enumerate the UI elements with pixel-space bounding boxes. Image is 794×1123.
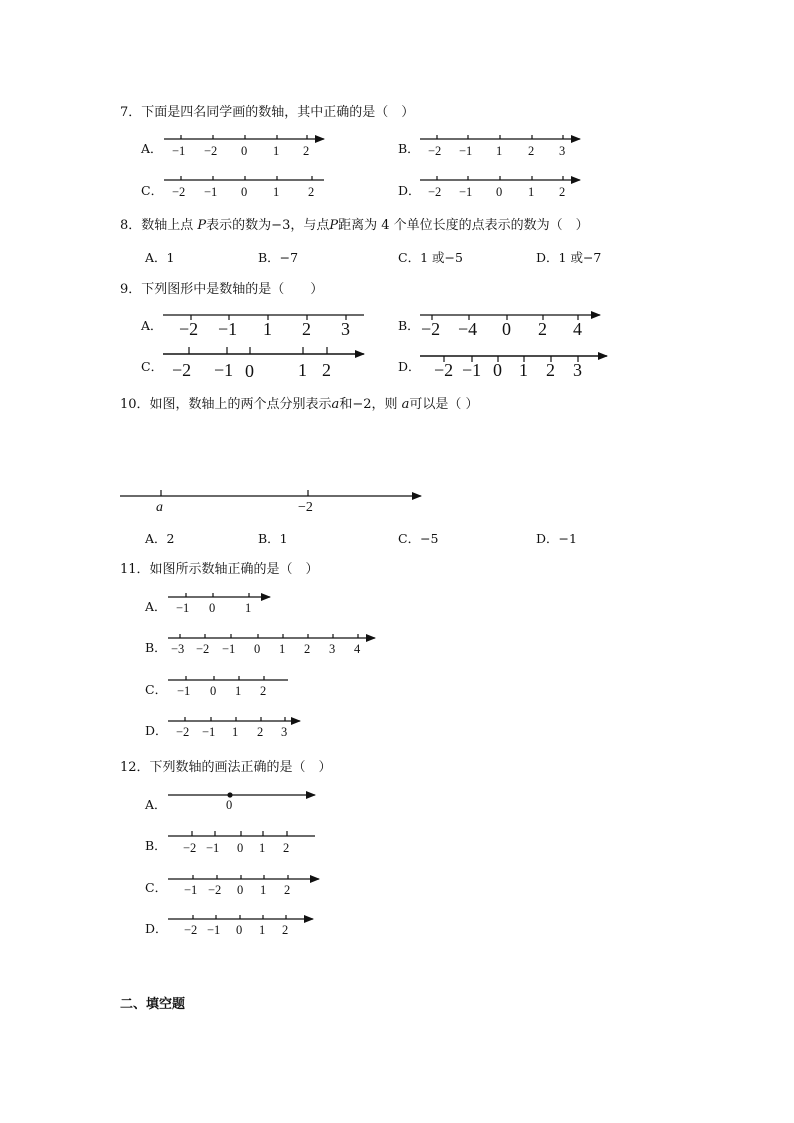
q10-stem-pre: 10．如图，数轴上的两个点分别表示 [120, 397, 332, 412]
q11-d-tick-label: 1 [232, 725, 239, 739]
q11-option-a-letter[interactable]: A． [145, 599, 167, 614]
q11-a-axis [168, 593, 270, 597]
q9-b-tick-label: 4 [573, 319, 582, 339]
q11-a-tick-label: −1 [176, 601, 190, 615]
q9-b-tick-label: 0 [502, 319, 511, 339]
q7-c-tick-label: 2 [308, 185, 315, 199]
q10-axis [120, 490, 421, 496]
q11-b-tick-label: 0 [254, 642, 261, 656]
q9-b-tick-label: −4 [458, 319, 478, 339]
q7-a-tick-label: 0 [241, 144, 248, 158]
q9-c-axis [163, 347, 364, 354]
q12-a-tick-label: 0 [226, 798, 233, 812]
q7-d-tick-label: 2 [559, 185, 566, 199]
q11-c-tick-label: 0 [210, 684, 217, 698]
q10-option-a[interactable]: A．2 [145, 531, 175, 546]
q11-c-tick-label: 2 [260, 684, 267, 698]
q12-c-tick-label: 2 [284, 883, 291, 897]
q11-c-tick-label: −1 [177, 684, 191, 698]
q8-stem-mid: 表示的数为−3，与点 [206, 218, 330, 233]
q7-d-axis [420, 176, 580, 180]
q7-option-b-letter[interactable]: B． [398, 141, 420, 156]
q9-a-tick-label: −2 [179, 319, 199, 339]
q9-b-tick-label: 2 [538, 319, 547, 339]
q12-d-tick-label: 0 [236, 923, 243, 937]
q11-c-axis [168, 676, 288, 680]
q11-b-tick-label: −2 [196, 642, 210, 656]
q10-axis-label-neg2: −2 [298, 500, 313, 515]
q9-d-tick-label: −2 [434, 360, 454, 380]
q8-stem [120, 218, 589, 234]
q8-var-p2: P [329, 218, 339, 233]
q7-c-axis [164, 176, 324, 180]
q12-option-d-letter[interactable]: D． [145, 921, 168, 936]
q10-stem-mid: 和−2，则 [339, 397, 402, 412]
q7-a-tick-label: 1 [273, 144, 280, 158]
q8-option-d[interactable]: D．1 或−7 [536, 250, 602, 265]
q9-a-tick-label: 2 [302, 319, 311, 339]
q9-a-tick-label: −1 [218, 319, 238, 339]
q7-c-tick-label: −2 [172, 185, 186, 199]
q12-c-axis [168, 875, 319, 879]
q7-b-tick-label: −1 [459, 144, 473, 158]
q12-c-tick-label: 1 [260, 883, 267, 897]
q12-c-tick-label: −2 [208, 883, 222, 897]
q11-stem: 11．如图所示数轴正确的是（ ） [120, 562, 319, 577]
q12-b-axis [168, 831, 315, 836]
q9-option-c-letter[interactable]: C． [141, 359, 164, 374]
section-heading-fill-in: 二、填空题 [120, 997, 186, 1012]
q12-b-tick-label: −2 [183, 841, 197, 855]
q11-d-tick-label: 3 [281, 725, 288, 739]
q10-stem-post: 可以是（ ） [409, 397, 479, 412]
q11-b-tick-label: −3 [171, 642, 185, 656]
q8-option-a[interactable]: A．1 [145, 250, 175, 265]
q9-d-tick-label: 3 [573, 360, 582, 380]
q10-option-d[interactable]: D．−1 [536, 531, 577, 546]
q12-d-tick-label: −1 [207, 923, 221, 937]
q11-b-tick-label: 1 [279, 642, 286, 656]
q12-b-tick-label: −1 [206, 841, 220, 855]
q9-c-tick-label: 0 [245, 361, 254, 381]
q7-d-tick-label: 0 [496, 185, 503, 199]
q11-option-c-letter[interactable]: C． [145, 682, 168, 697]
q12-d-tick-label: −2 [184, 923, 198, 937]
q9-d-tick-label: 1 [519, 360, 528, 380]
q9-c-tick-label: 1 [298, 360, 307, 380]
q7-option-d-letter[interactable]: D． [398, 183, 421, 198]
q10-option-b[interactable]: B．1 [258, 531, 288, 546]
q10-var-a: a [331, 397, 340, 412]
q11-b-tick-label: 3 [329, 642, 336, 656]
q12-d-axis [168, 915, 313, 919]
q9-option-b-letter[interactable]: B． [398, 318, 420, 333]
q8-option-c[interactable]: C．1 或−5 [398, 250, 463, 265]
q8-var-p: P [197, 218, 207, 233]
q9-a-tick-label: 3 [341, 319, 350, 339]
q9-option-a-letter[interactable]: A． [141, 318, 163, 333]
q9-d-tick-label: 0 [493, 360, 502, 380]
q12-d-tick-label: 2 [282, 923, 289, 937]
q9-c-tick-label: −1 [214, 360, 234, 380]
q9-stem: 9．下列图形中是数轴的是（ ） [120, 282, 324, 297]
q12-stem: 12．下列数轴的画法正确的是（ ） [120, 760, 332, 775]
q7-d-tick-label: −1 [459, 185, 473, 199]
q11-a-tick-label: 0 [209, 601, 216, 615]
q7-option-c-letter[interactable]: C． [141, 183, 164, 198]
q11-b-tick-label: 2 [304, 642, 311, 656]
q7-a-axis [164, 135, 324, 139]
q11-b-tick-label: −1 [222, 642, 236, 656]
q8-stem-pre: 8．数轴上点 [120, 218, 194, 233]
q7-d-tick-label: −2 [428, 185, 442, 199]
q10-axis-label-a: a [156, 500, 163, 515]
q11-d-tick-label: 2 [257, 725, 264, 739]
q9-c-tick-label: −2 [172, 360, 192, 380]
q10-option-c[interactable]: C．−5 [398, 531, 439, 546]
q7-a-tick-label: −1 [172, 144, 186, 158]
q12-b-tick-label: 2 [283, 841, 290, 855]
q11-b-axis [168, 634, 375, 638]
q7-b-tick-label: 3 [559, 144, 566, 158]
q12-b-tick-label: 1 [259, 841, 266, 855]
q7-b-tick-label: 1 [496, 144, 503, 158]
q11-b-tick-label: 4 [354, 642, 361, 656]
q7-d-tick-label: 1 [528, 185, 535, 199]
q11-c-tick-label: 1 [235, 684, 242, 698]
q7-stem: 7．下面是四名同学画的数轴，其中正确的是（ ） [120, 105, 415, 120]
q7-b-tick-label: 2 [528, 144, 535, 158]
q12-d-tick-label: 1 [259, 923, 266, 937]
q8-stem-post: 距离为 4 个单位长度的点表示的数为（ ） [338, 218, 589, 233]
q12-option-a-letter[interactable]: A． [145, 797, 167, 812]
q7-c-tick-label: 0 [241, 185, 248, 199]
q9-option-d-letter[interactable]: D． [398, 359, 421, 374]
q12-option-b-letter[interactable]: B． [145, 838, 167, 853]
q11-a-tick-label: 1 [245, 601, 252, 615]
q11-option-b-letter[interactable]: B． [145, 640, 167, 655]
q7-c-tick-label: 1 [273, 185, 280, 199]
q7-option-a-letter[interactable]: A． [141, 141, 163, 156]
q11-d-axis [168, 717, 300, 721]
q9-d-tick-label: −1 [462, 360, 482, 380]
q7-c-tick-label: −1 [204, 185, 218, 199]
q12-c-tick-label: 0 [237, 883, 244, 897]
q12-b-tick-label: 0 [237, 841, 244, 855]
q9-c-tick-label: 2 [322, 360, 331, 380]
q9-a-tick-label: 1 [263, 319, 272, 339]
q7-a-tick-label: 2 [303, 144, 310, 158]
q10-var-a2: a [401, 397, 410, 412]
q7-b-axis [420, 135, 580, 139]
q11-d-tick-label: −1 [202, 725, 216, 739]
q9-d-tick-label: 2 [546, 360, 555, 380]
q10-stem [120, 397, 479, 413]
q7-a-tick-label: −2 [204, 144, 218, 158]
q7-b-tick-label: −2 [428, 144, 442, 158]
q12-c-tick-label: −1 [184, 883, 198, 897]
q12-option-c-letter[interactable]: C． [145, 880, 168, 895]
q11-d-tick-label: −2 [176, 725, 190, 739]
q8-option-b[interactable]: B．−7 [258, 250, 299, 265]
q9-b-tick-label: −2 [421, 319, 441, 339]
q11-option-d-letter[interactable]: D． [145, 723, 168, 738]
